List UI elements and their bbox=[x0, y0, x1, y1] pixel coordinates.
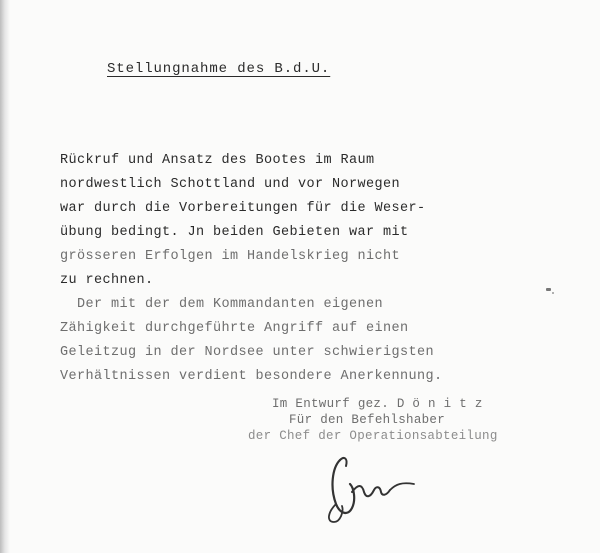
signature-line-draft: Im Entwurf gez. D ö n i t z bbox=[272, 397, 483, 411]
scan-speck bbox=[552, 292, 554, 294]
margin-mark bbox=[546, 288, 551, 291]
body-line-10: Verhältnissen verdient besondere Anerkennung. bbox=[60, 369, 443, 384]
scan-edge-shadow bbox=[0, 0, 10, 553]
body-line-5: grösseren Erfolgen im Handelskrieg nicht bbox=[60, 249, 401, 264]
body-line-1: Rückruf und Ansatz des Bootes im Raum bbox=[60, 153, 375, 168]
body-line-4: übung bedingt. Jn beiden Gebieten war mit bbox=[60, 225, 409, 240]
signature-line-chief: der Chef der Operationsabteilung bbox=[248, 429, 498, 443]
body-line-3: war durch die Vorbereitungen für die Weser- bbox=[60, 201, 426, 216]
body-line-8: Zähigkeit durchgeführte Angriff auf einen bbox=[60, 321, 409, 336]
handwritten-signature bbox=[318, 448, 438, 528]
document-heading: Stellungnahme des B.d.U. bbox=[107, 61, 331, 77]
body-line-7: Der mit der dem Kommandanten eigenen bbox=[60, 297, 384, 312]
body-line-6: zu rechnen. bbox=[60, 273, 154, 288]
body-line-9: Geleitzug in der Nordsee unter schwierigsten bbox=[60, 345, 435, 360]
signature-line-role: Für den Befehlshaber bbox=[289, 413, 446, 427]
body-line-2: nordwestlich Schottland und vor Norwegen bbox=[60, 177, 401, 192]
